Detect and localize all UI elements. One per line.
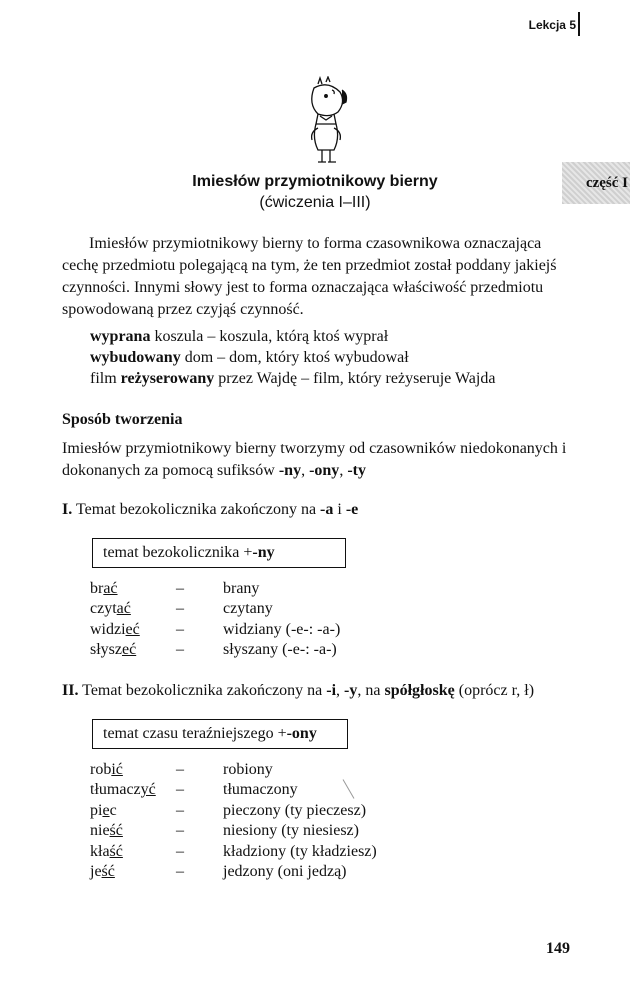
section1-heading: I. Temat bezokolicznika zakończony na -a i -e (62, 501, 359, 518)
formula-box-2: temat czasu teraźniejszego + -ony (92, 719, 348, 749)
example-line: film reżyserowany przez Wajdę – film, który reżyseruje Wajda (90, 370, 496, 387)
page-subtitle: (ćwiczenia I–III) (259, 194, 371, 211)
example-line: wyprana koszula – koszula, którą ktoś wyprał (90, 328, 389, 345)
formula-box-1: temat bezokolicznika + -ny (92, 538, 346, 568)
verb-row: nieść – niesiony (ty niesiesz) (90, 822, 359, 839)
example-line: wybudowany dom – dom, który ktoś wybudował (90, 349, 409, 366)
intro-paragraph: Imiesłów przymiotnikowy bierny to forma czasownikowa oznaczająca cechę przedmiotu polegającą na tym, że ten przedmiot został poddany jakiejś czynności. Innymi słowy jest to forma oznaczająca właściwość przedmiotu spowodowaną przez czyjąś czynność. (62, 235, 557, 318)
verb-row: piec – pieczony (ty pieczesz) (90, 802, 367, 819)
example-participle: reżyserowany (120, 370, 215, 387)
verb-row: słyszeć – słyszany (-e-: -a-) (90, 641, 337, 658)
verb-row: robić – robiony (90, 761, 273, 778)
verb-row: jeść – jedzony (oni jedzą) (90, 863, 347, 880)
mascot-illustration (296, 76, 356, 166)
verb-row: brać – brany (90, 580, 260, 597)
page-number: 149 (546, 940, 570, 957)
header-rule (578, 12, 580, 36)
verb-row: czytać – czytany (90, 600, 273, 617)
formation-paragraph: Imiesłów przymiotnikowy bierny tworzymy od czasowników niedokonanych i dokonanych za pomocą sufiksów -ny, -ony, -ty (62, 440, 567, 479)
page-title: Imiesłów przymiotnikowy bierny (192, 173, 438, 190)
example-participle: wyprana (90, 328, 151, 345)
lesson-header: Lekcja 5 (528, 18, 576, 32)
verb-row: kłaść – kładziony (ty kładziesz) (90, 843, 377, 860)
verb-row: tłumaczyć – tłumaczony (90, 781, 298, 798)
section-tab: część I (562, 162, 630, 204)
formation-heading: Sposób tworzenia (62, 411, 183, 428)
example-participle: wybudowany (90, 349, 181, 366)
verb-row: widzieć – widziany (-e-: -a-) (90, 621, 341, 638)
section2-heading: II. Temat bezokolicznika zakończony na -i, -y, na spółgłoskę (oprócz r, ł) (62, 682, 535, 699)
